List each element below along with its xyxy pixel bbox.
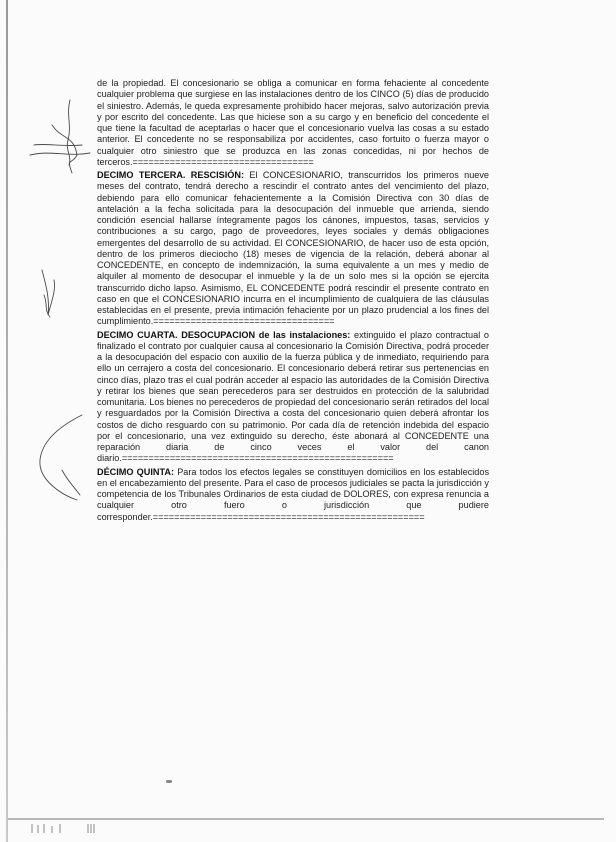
clause-body: El CONCESIONARIO, transcurridos los primeros nueve meses del contrato, tendrá derecho a rescindir el contrato antes del vencimiento del plazo, debiendo para ello comunicar fehacientemente a la Comisión Directiva con 30 días de antelación a la fecha solicitada para la desocupación del inmueble que arrienda, siendo condición esencial hallarse íntegramente pagos los cánones, impuestos, tasas, servicios y contribuciones a su cargo, pago de proveedores, leyes sociales y demás obligaciones emergentes del desarrollo de su actividad. El CONCESIONARIO, de hacer uso de esta opción, dentro de los primeros dieciocho (18) meses de vigencia de la relación, deberá abonar al CONCEDENTE, en concepto de indemnización, la suma equivalente a un mes y medio de alquiler al momento de desocupar el inmueble y la de un solo mes si la opción se ejercita transcurrido dicho lapso. Asimismo, EL CONCEDENTE podrá rescindir el presente contrato en caso en que el CONCESIONARIO incurra en el incumplimiento de cualquiera de las cláusulas establecidas en el presente, previa intimación fehaciente por un plazo prudencial a los fines del cumplimiento.================================== [97,170,489,327]
contract-text [97,78,489,523]
clause-heading: DECIMO CUARTA. DESOCUPACION de las instalaciones: [97,329,351,340]
clause-heading: DÉCIMO QUINTA: [97,466,175,477]
scan-footer-marks [30,821,100,833]
clause-body: extinguido el plazo contractual o finalizado el contrato por cualquier causa al concesionario la Comisión Directiva, podrá proceder a la desocupación del espacio con auxilio de la fuerza pública y de inmediato, requiriendo para ello un cerrajero a costa del concesionario. El concesionario deberá retirar sus pertenencias en cinco días, plazo tras el cual podrán acceder al espacio las autoridades de la Comisión Directiva y retirar los bienes que sean perecederos para ser destruidos en protección de la salubridad comunitaria. Los bienes no perecederos de propiedad del concesionario serán retirados del local y resguardados por la Comisión Directiva a costa del concesionario quien deberá afrontar los costos de dicho resguardo con su patrimonio. Por cada día de retención indebida del espacio por el concesionario, una vez extinguido su derecho, éste abonará al CONCEDENTE una reparación diaria de cinco veces el valor del canon diario.=================================================== [97,329,489,464]
clause-decimo-quinta [97,467,489,523]
ink-speck [166,780,172,783]
scan-left-edge [6,0,8,842]
clause-heading: DECIMO TERCERA. RESCISIÓN: [97,170,245,180]
clause-decimo-tercera [97,170,489,328]
handwritten-signature [22,95,92,515]
paragraph-siniestro: de la propiedad. El concesionario se obliga a comunicar en forma fehaciente al concedente cualquier problema que surgiese en las instalaciones dentro de los CINCO (5) días de producido el siniestro. Además, le queda expresamente prohibido hacer mejoras, salvo autorización previa y por escrito del concedente. Las que hiciese son a su cargo y en beneficio del concedente el que tiene la facultad de aceptarlas o hacer que el concesionario vuelva las cosas a su estado anterior. El concedente no se responsabiliza por accidentes, caso fortuito o fuerza mayor o cualquier otro siniestro que se produzca en las zonas concedidas, ni por hechos de terceros.================================== [97,78,489,167]
scan-bottom-edge [8,818,604,820]
clause-body: Para todos los efectos legales se constituyen domicilios en los establecidos en el encabezamiento del presente. Para el caso de procesos judiciales se pacta la jurisdicción y competencia de los Tribunales Ordinarios de esta ciudad de DOLORES, con expresa renuncia a cualquier otro fuero o jurisdicción que pudiere corresponder.=================================================== [97,466,490,522]
clause-decimo-cuarta [97,330,489,465]
